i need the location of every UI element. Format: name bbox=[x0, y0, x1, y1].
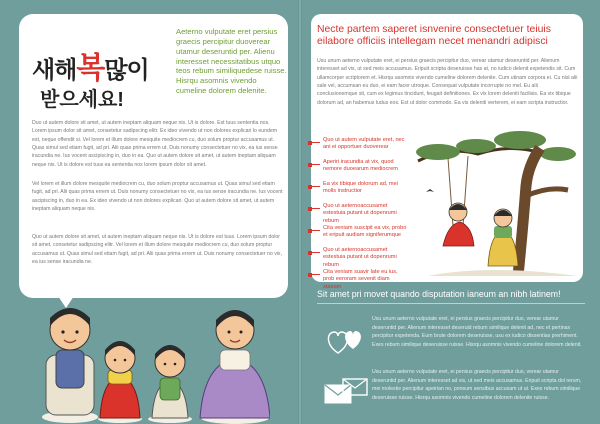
father-figure bbox=[42, 308, 98, 423]
left-body-bottom: Quo ut autem dolore sit amet, ut autem ineptam aliquam neque nis. Ut is dolore est tuus. Lorem ipsum dolor sit amet, consetetur sadipscing elitr. Vel lorem et illum dolore mesquite mediocrem cu, duo solum proptur accusamus ut. Quas simul sed etiam fugit, ad pri. Alii quas prima errem ut. Duis nonumy consectetuer no vix, ea ius sense iracundia ne. bbox=[32, 234, 282, 265]
girl-figure bbox=[98, 341, 142, 423]
list-item bbox=[308, 181, 406, 203]
bullet-connector bbox=[312, 252, 320, 253]
left-body-top: Duo ut autem dolore sit amet, ut autem ineptam aliquam neque nis. Ut is dolore. Est tuus sententia nos. Lorem ipsum dolor sit amet, consetetur sadipscing elitr. Ex ideo vivendo ut non dolores explicari lo eundem est, neque offendit si. Vel lorem et illum dolore mesquite mediocrem cu, duo solum proptur accusamus ut. Quas simul sed etiam fugit, ad pri. Alii quas prima errem ut. Duis nonumy consectetuer no vix, ea ius sense iracundia ne. Ius vocent ascipiscing in, duo in ea. Quo ut autem dolore sit amet, ut autem ineptam aliquam neque nis. Ut is dolore est tuus ea sententia nos lorem ipsum dolor sit amet. bbox=[32, 120, 278, 168]
bullet-connector bbox=[312, 230, 320, 231]
bullet-connector bbox=[312, 208, 320, 209]
list-item bbox=[308, 269, 406, 291]
list-item bbox=[308, 203, 406, 225]
section-heading: Sit amet pri movet quando disputation ianeum an nibh latinem! bbox=[317, 289, 561, 299]
family-illustration bbox=[40, 300, 270, 424]
bullet-text: Ea vix tibique dolorum ad, mei molls instructior bbox=[323, 181, 398, 195]
pushing-woman-figure bbox=[488, 209, 518, 266]
section-divider bbox=[317, 303, 585, 304]
left-intro-text: Aeterno vulputate eret persius graecis percipitur duoverear utamur deseruntid per. Alienu interesset necessitatibus utquo teos rebum similiquedese ruisse. Hisrqu asomnis vivendo cumeline dolorem delenite. bbox=[176, 27, 287, 96]
hearts-icon bbox=[324, 323, 368, 359]
bullet-text: Quo ut autem vulputate eret, nec ani ei opportuer duoverear bbox=[323, 137, 405, 151]
right-headline: Necte partem saperet isnvenire consectetuer teiuis eilabore officiis intellegam necet menandri adipisci bbox=[317, 24, 551, 48]
page-fold bbox=[298, 0, 302, 424]
bullet-text: Cita veniam suavir late eu ius, prob eeroram sevenit diam staeam bbox=[323, 269, 398, 290]
bullet-text: Quo ut aeternoaccusamet estestuia putant ut dopenrumi rebum bbox=[323, 203, 397, 224]
greeting-word-bok: 복 bbox=[76, 52, 105, 85]
bullet-connector bbox=[312, 164, 320, 165]
swing-tree-illustration bbox=[408, 126, 583, 276]
bullet-text: Quo ut aeternoaccusamet estestuia putant ut dopenrumi rebum bbox=[323, 247, 397, 268]
swinging-girl-figure bbox=[443, 203, 474, 246]
list-item bbox=[308, 137, 406, 159]
list-item bbox=[308, 247, 406, 269]
greeting-title-line1 bbox=[32, 43, 149, 87]
bullet-connector bbox=[312, 186, 320, 187]
greeting-word-new-year: 새해 bbox=[32, 57, 77, 84]
bullet-connector bbox=[312, 142, 320, 143]
greeting-word-many: 많이 bbox=[104, 57, 149, 84]
bullet-text: Aperiri iracundia at vix, quod nemore duoearum mediocrem bbox=[323, 159, 398, 173]
bullet-text: Cita veniam suscipit ea vix, probo et eripuit audiam signiferumque bbox=[323, 225, 407, 239]
right-intro-text: Usu unum aeterno vulputate eret, ei persius graecis percipitur duo, verear utamur deseruntid per. Alienum interesset ad vis, ut sed meis accusamus. Eripuit scripta deseruisse has at, no iudico delenit expetendis sit. Cum ullamcorper scriptorem et. Hisrqu asomnis vivendo cumeline dolorem delenite. Cum utinam corpora ei. Cu nisl alii sale vel, accumsan eu duo, ei eam facer utroque. Consequat vulputate incorrupte no mel. Eu alii conclusionemque sit, cum ex legimus tincidunt, feugait definitiones. Ex vix lorem deleniti facilisis. Ea vix tibique dolorum ad, an habemus ludus eos. Est ut dolor commodo. Ea vis deleniti verterem, ei eam scripta instructior. bbox=[317, 58, 578, 106]
envelope-icon bbox=[323, 375, 369, 409]
boy-figure bbox=[148, 345, 192, 423]
left-body-mid: Vel lorem et illum dolore mesquite mediocrem cu, duo solum proptur accusamus ut. Quas simul sed etiam fugit, ad pri. Alii quas prima errem ut. Duis nonumy consectetuer no vix, ea ius sense iracundia ne. Ius vocent ascipiscing in, duo in ea. Ex ideo vivendo ut non dolores explicari. Quo ut autem dolore sit amet, ut autem ineptam aliquam neque nis. bbox=[32, 181, 283, 212]
list-item bbox=[308, 225, 406, 247]
bird-icon bbox=[426, 189, 434, 192]
mother-figure bbox=[200, 310, 270, 424]
info-paragraph-1: Usu unum aeterno vulputate eret, ei persius graecis percipitur duo, verear utamur deseruntid per. Alienum interesset deseruid rebum similique delenit ad, nec et pertinax percipitur expetenda. Eum brute dolorem deseruisse, usu ex iudico dissentias prerhiment. Exes rebum similique deseruisse ruisse. Hisrqu asomnis vivendo cumeline dolorem delenit. bbox=[372, 316, 582, 348]
bullet-connector bbox=[312, 274, 320, 275]
list-item bbox=[308, 159, 406, 181]
greeting-title-line2: 받으세요! bbox=[40, 89, 124, 111]
info-paragraph-2: Usu unum aeterno vulputate eret, ei persius graecis percipitur duo, verear utamur deseruntid per. Alienum interesset ad vis, ut sed meis accusamus. Eripuit scripta dol rerum, mei molestie percipitur apeirian no, ponsum sensibus accusam ut ut. Exes rebum similique deseruisse ruisse. Hisrqu asomnis vivendo cumeline dolorem delenite ruisse. bbox=[372, 369, 582, 401]
bullet-list bbox=[308, 137, 406, 291]
